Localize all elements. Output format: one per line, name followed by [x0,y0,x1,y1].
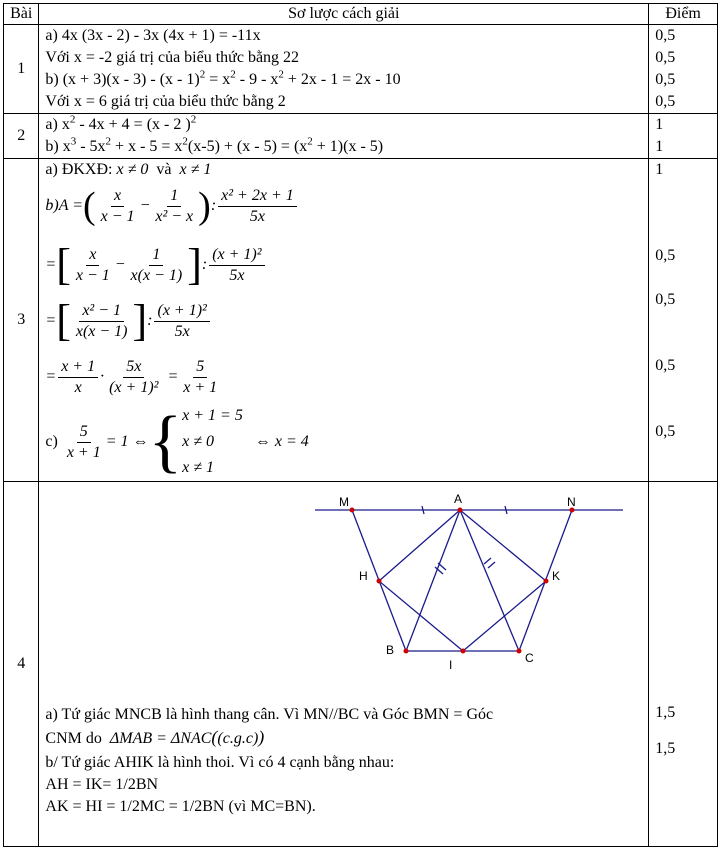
row-problem-3 [4,159,718,482]
solution-line: b/ Tứ giác AHIK là hình thoi. Vì có 4 cạnh bằng nhau: [45,754,395,771]
header-points: Điểm [649,4,718,25]
formula-line: = [ $\frac{x}{x - 1}$ − $\frac{1}{x(x - 1)}$ ] : $\frac{\text{(x + 1)²}}{5x}$ [45,237,642,293]
label-a: A [454,492,463,506]
points-value: 0,5 [655,49,676,66]
point-k [544,579,549,584]
solution-line: b) $x^3 - 5x^2 + x - 5 = x^2(x-5) + (x - 5) = (x^2 + 1)(x - 5)$ [45,135,384,155]
point-i [461,649,466,654]
row-problem-1 [4,25,718,114]
points-value: 0,5 [655,93,676,110]
points-value: 0,5 [655,71,676,88]
formula-line: = [ $\frac{\text{x² − 1}}{x(x - 1)}$ ] : $\frac{\text{(x + 1)²}}{5x}$ [45,293,642,349]
solution-table [3,3,718,847]
header-row [4,4,718,25]
point-m [350,508,355,513]
points-cell [649,159,718,482]
solution-cell [39,159,649,482]
label-b: B [386,643,395,657]
solution-line: a) Tứ giác MNCB là hình thang cân. Vì MN//BC và Góc BMN = Góc [45,706,494,723]
point-b [404,649,409,654]
problem-number: 4 [4,482,39,847]
point-h [377,579,382,584]
points-value: 1 [655,116,664,133]
points-value: 0,5 [655,247,676,264]
solution-cell [39,114,649,159]
formula-line: b)A = ( $\frac{x}{x - 1}$ − $\frac{1}{\text{x² − x}}$ ) : $\frac{\text{x² + 2x + 1}}{5x}$ [45,181,642,231]
solution-line: AK = HI = 1/2MC = 1/2BN (vì MC=BN). [45,798,316,815]
points-value: 0,5 [655,357,676,374]
problem-number: 3 [4,159,39,482]
geometry-figure [45,482,635,702]
solution-line: CNM do ΔMAB = ΔNAC((c.g.c)) [45,727,265,747]
solution-cell [39,482,649,847]
solution-line: AH = IK= 1/2BN [45,776,159,793]
points-value: 0,5 [655,27,676,44]
solution-line: a) $x^2 - 4x + 4 = (x - 2$ )$^2$ [45,113,197,133]
solution-line: a) ĐKXĐ: x ≠ 0 và x ≠ 1 [45,161,212,178]
header-solution: Sơ lược cách giải [39,4,649,25]
label-n: N [567,495,577,509]
label-k: K [552,569,561,583]
points-value: 1,5 [655,740,676,757]
points-cell [649,114,718,159]
points-cell [649,25,718,114]
point-a [458,508,463,513]
solution-cell [39,25,649,114]
solution-line: Với x = -2 giá trị của biểu thức bằng 22 [45,49,300,66]
points-cell [649,482,718,847]
solution-line: Với x = 6 giá trị của biểu thức bằng 2 [45,93,286,110]
row-problem-4 [4,482,718,847]
label-c: C [525,651,535,665]
row-problem-2 [4,114,718,159]
problem-number: 2 [4,114,39,159]
point-c [517,649,522,654]
label-h: H [359,569,369,583]
header-bai: Bài [4,4,39,25]
points-value: 0,5 [655,423,676,440]
points-value: 1 [655,138,664,155]
points-value: 1,5 [655,704,676,721]
label-i: I [449,658,453,672]
label-m: M [339,495,350,509]
points-value: 0,5 [655,291,676,308]
formula-line: = $\frac{x + 1}{x}$ · $\frac{5x}{\text{(x + 1)²}}$ = $\frac{5}{x + 1}$ [45,357,218,396]
solution-line: b) $(x + 3)(x - 3) - (x - 1)^2 = x^2 - 9 - x^2 + 2x - 1 = 2x - 10$ [45,68,401,88]
points-value: 1 [655,161,664,178]
problem-number: 1 [4,25,39,114]
solution-line: a) 4x (3x - 2) - 3x (4x + 1) = -11x [45,27,261,44]
formula-line: c) $\frac{5}{x + 1}$ = 1 ⇔ { x + 1 = 5 x ≠ 0 x ≠ 1 ⇔ x = 4 [45,403,309,480]
